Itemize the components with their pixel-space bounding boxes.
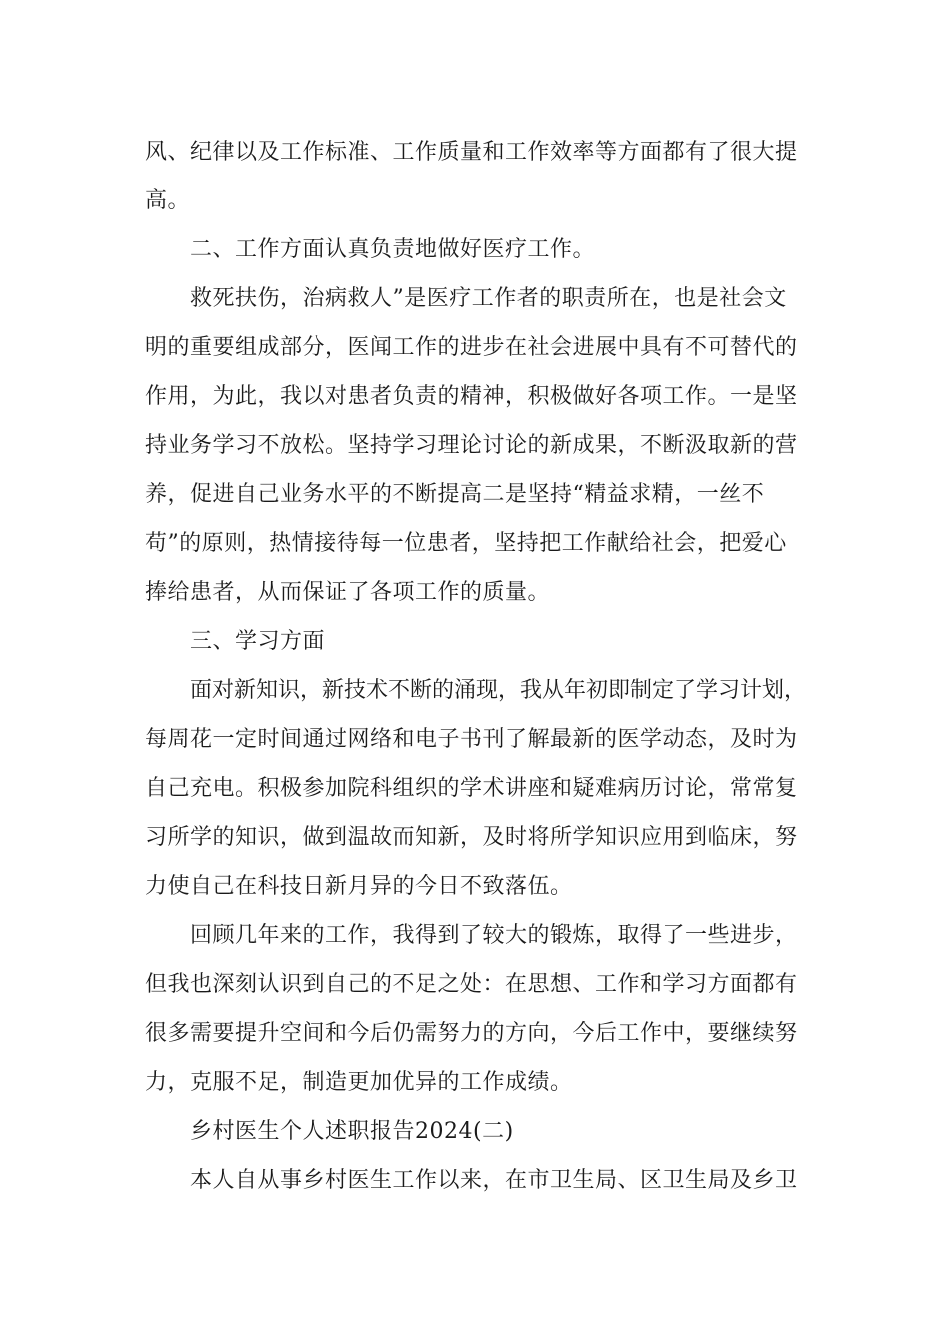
- paragraph-line: 作用，为此，我以对患者负责的精神，积极做好各项工作。一是坚: [145, 384, 798, 409]
- report-title: 乡村医生个人述职报告2024(二): [190, 1119, 514, 1144]
- paragraph-line: 苟”的原则，热情接待每一位患者，坚持把工作献给社会，把爱心: [145, 531, 787, 556]
- paragraph-line: 面对新知识，新技术不断的涌现，我从年初即制定了学习计划，: [190, 678, 807, 703]
- paragraph-line: 但我也深刻认识到自己的不足之处：在思想、工作和学习方面都有: [145, 972, 798, 997]
- section-heading: 三、学习方面: [190, 629, 326, 654]
- paragraph-line: 救死扶伤，治病救人”是医疗工作者的职责所在，也是社会文: [190, 286, 787, 311]
- paragraph-line: 很多需要提升空间和今后仍需努力的方向，今后工作中，要继续努: [145, 1021, 798, 1046]
- paragraph-line: 高。: [145, 188, 191, 213]
- section-heading: 二、工作方面认真负责地做好医疗工作。: [190, 237, 596, 262]
- paragraph-line: 养，促进自己业务水平的不断提高二是坚持“精益求精，一丝不: [145, 482, 765, 507]
- paragraph-line: 本人自从事乡村医生工作以来，在市卫生局、区卫生局及乡卫: [190, 1168, 798, 1193]
- paragraph-line: 持业务学习不放松。坚持学习理论讨论的新成果，不断汲取新的营: [145, 433, 798, 458]
- paragraph-line: 每周花一定时间通过网络和电子书刊了解最新的医学动态，及时为: [145, 727, 798, 752]
- paragraph-line: 自己充电。积极参加院科组织的学术讲座和疑难病历讨论，常常复: [145, 776, 798, 801]
- paragraph-line: 力，克服不足，制造更加优异的工作成绩。: [145, 1070, 573, 1095]
- paragraph-line: 力使自己在科技日新月异的今日不致落伍。: [145, 874, 573, 899]
- paragraph-line: 习所学的知识，做到温故而知新，及时将所学知识应用到临床，努: [145, 825, 798, 850]
- paragraph-line: 明的重要组成部分，医闻工作的进步在社会进展中具有不可替代的: [145, 335, 798, 360]
- paragraph-line: 回顾几年来的工作，我得到了较大的锻炼，取得了一些进步，: [190, 923, 798, 948]
- paragraph-line: 风、纪律以及工作标准、工作质量和工作效率等方面都有了很大提: [145, 140, 798, 165]
- paragraph-line: 捧给患者，从而保证了各项工作的质量。: [145, 580, 551, 605]
